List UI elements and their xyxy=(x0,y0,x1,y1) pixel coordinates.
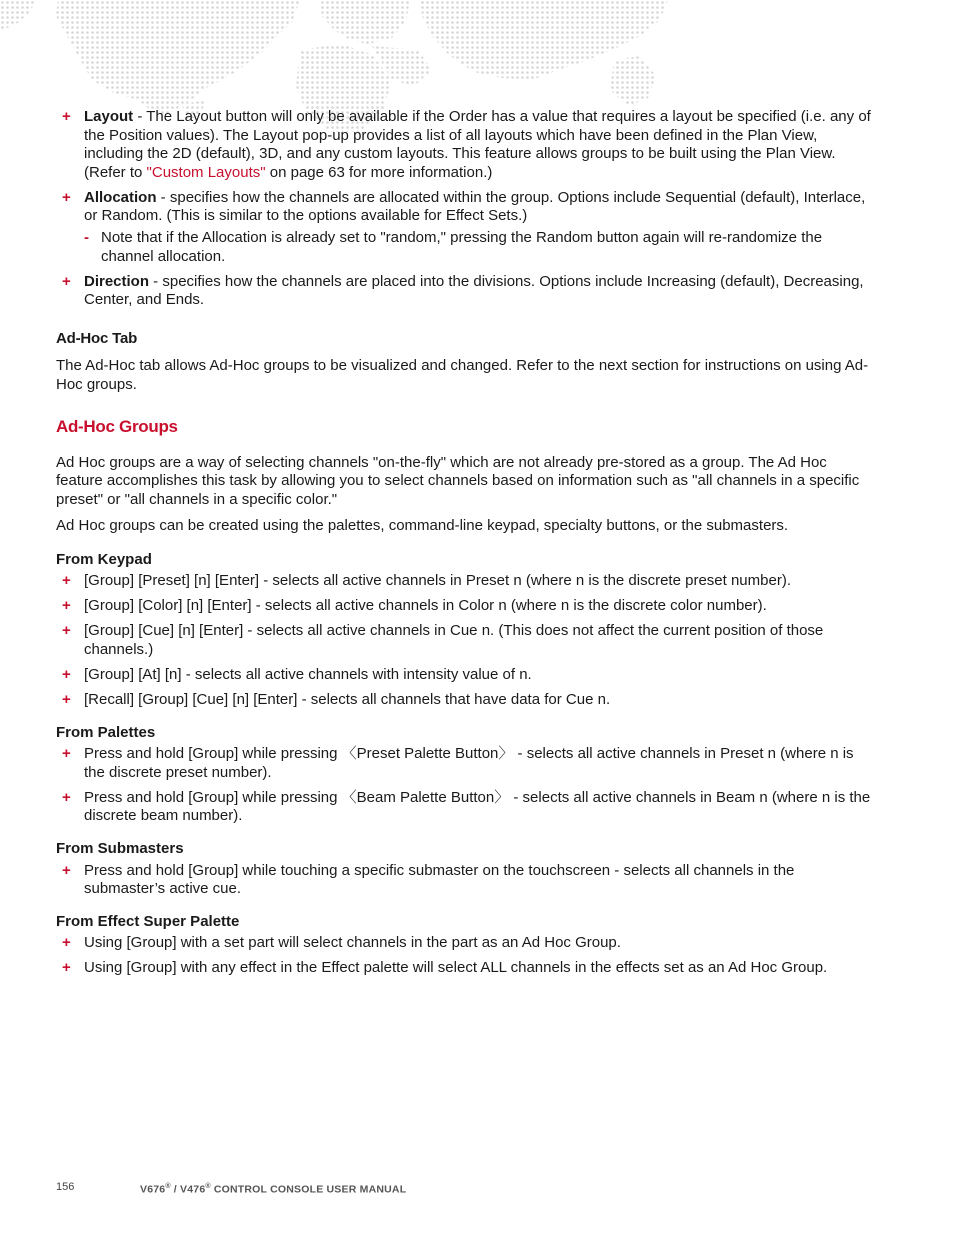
item-text: - The Layout button will only be available if the Order has a value that requires a layout be specified (i.e. any of the Position values). The Layout pop-up provides a list of all layouts which have been defined in the Plan View, including the 2D (default), 3D, and any custom layouts. This feature allows groups to be built using the Plan View. (Refer to xyxy=(84,108,871,181)
plus-bullet-icon: + xyxy=(62,572,71,590)
item-text: [Group] [At] [n] - selects all active channels with intensity value of n. xyxy=(84,666,532,684)
plus-bullet-icon: + xyxy=(62,272,71,290)
registered-mark: ® xyxy=(165,1183,171,1190)
plus-bullet-icon: + xyxy=(62,788,71,806)
page-number: 156 xyxy=(56,1181,75,1193)
list-item xyxy=(56,597,872,616)
sub-list xyxy=(84,229,872,266)
term-label: Allocation xyxy=(84,188,157,206)
list-item xyxy=(56,745,872,782)
list-item xyxy=(56,789,872,826)
plus-bullet-icon: + xyxy=(62,691,71,708)
list-item xyxy=(56,959,872,978)
manual-title xyxy=(140,1178,406,1199)
item-text: [Recall] [Group] [Cue] [n] [Enter] - selects all channels that have data for Cue n. xyxy=(84,691,611,708)
item-text: on page 63 for more information.) xyxy=(265,163,493,181)
item-text: - specifies how the channels are allocated within the group. Options include Sequential (default), Interlace, or Random. (This is similar to the options available for Effect Sets.) xyxy=(84,188,866,225)
document-body xyxy=(56,108,872,984)
model-v676: V676 xyxy=(140,1183,166,1196)
plus-bullet-icon: + xyxy=(62,597,71,615)
term-label: Direction xyxy=(84,272,150,290)
dash-bullet-icon: - xyxy=(84,228,89,246)
plus-bullet-icon: + xyxy=(62,188,71,206)
item-text: Using [Group] with a set part will select channels in the part as an Ad Hoc Group. xyxy=(84,934,621,952)
list-item xyxy=(56,934,872,953)
list-item xyxy=(56,691,872,710)
title-text: CONTROL CONSOLE USER MANUAL xyxy=(210,1183,407,1196)
list-item-allocation xyxy=(56,189,872,266)
adhoc-tab-heading: Ad-Hoc Tab xyxy=(56,329,138,347)
plus-bullet-icon: + xyxy=(62,745,71,763)
from-effect-list xyxy=(56,934,872,978)
adhoc-tab-paragraph: The Ad-Hoc tab allows Ad-Hoc groups to be visualized and changed. Refer to the next section for instructions on using Ad-Hoc groups. xyxy=(56,357,869,393)
plus-bullet-icon: + xyxy=(62,959,71,977)
from-keypad-heading: From Keypad xyxy=(56,550,152,568)
item-text: - specifies how the channels are placed into the divisions. Options include Increasing (default), Decreasing, Center, and Ends. xyxy=(84,272,864,309)
adhoc-groups-paragraph-1: Ad Hoc groups are a way of selecting channels "on-the-fly" which are not already pre-stored as a group. The Ad Hoc feature accomplishes this task by allowing you to select channels based on information such as "all channels in a specific preset" or "all channels in a specific color." xyxy=(56,453,860,508)
from-palettes-list xyxy=(56,745,872,826)
item-text: [Group] [Color] [n] [Enter] - selects all active channels in Color n (where n is the discrete color number). xyxy=(84,597,767,615)
model-v476: V476 xyxy=(180,1183,206,1196)
plus-bullet-icon: + xyxy=(62,934,71,952)
plus-bullet-icon: + xyxy=(62,666,71,684)
item-text: Press and hold [Group] while pressing 〈Preset Palette Button〉 - selects all active channels in Preset n (where n is the discrete preset number). xyxy=(84,745,854,781)
list-item xyxy=(56,572,872,591)
plus-bullet-icon: + xyxy=(62,108,71,125)
registered-mark: ® xyxy=(205,1183,211,1190)
from-submasters-heading: From Submasters xyxy=(56,839,184,857)
item-text: Press and hold [Group] while touching a specific submaster on the touchscreen - selects all channels in the submaster’s active cue. xyxy=(84,861,795,898)
list-item xyxy=(56,862,872,899)
list-item xyxy=(56,666,872,685)
from-keypad-list xyxy=(56,572,872,709)
from-submasters-list xyxy=(56,862,872,899)
item-text: Using [Group] with any effect in the Effect palette will select ALL channels in the effects set as an Ad Hoc Group. xyxy=(84,959,828,977)
list-item xyxy=(56,622,872,659)
sub-item-text: Note that if the Allocation is already set to "random," pressing the Random button again will re-randomize the channel allocation. xyxy=(101,228,823,265)
item-text: Press and hold [Group] while pressing 〈Beam Palette Button〉 - selects all active channels in Beam n (where n is the discrete beam number). xyxy=(84,788,871,825)
from-effect-heading: From Effect Super Palette xyxy=(56,912,240,930)
item-text: [Group] [Preset] [n] [Enter] - selects all active channels in Preset n (where n is the discrete preset number). xyxy=(84,572,791,590)
plus-bullet-icon: + xyxy=(62,622,71,640)
title-separator: / xyxy=(170,1183,181,1196)
from-palettes-heading: From Palettes xyxy=(56,723,156,741)
custom-layouts-link[interactable]: "Custom Layouts" xyxy=(146,163,266,181)
adhoc-groups-paragraph-2: Ad Hoc groups can be created using the palettes, command-line keypad, specialty buttons, or the submasters. xyxy=(56,517,789,535)
list-item-direction xyxy=(56,273,872,310)
adhoc-groups-heading: Ad-Hoc Groups xyxy=(56,416,178,436)
list-item-layout xyxy=(56,108,872,182)
item-text: [Group] [Cue] [n] [Enter] - selects all active channels in Cue n. (This does not affect the current position of those channels.) xyxy=(84,622,824,659)
plus-bullet-icon: + xyxy=(62,861,71,879)
term-label: Layout xyxy=(84,108,134,125)
sub-list-item xyxy=(84,229,872,266)
group-options-list xyxy=(56,108,872,310)
